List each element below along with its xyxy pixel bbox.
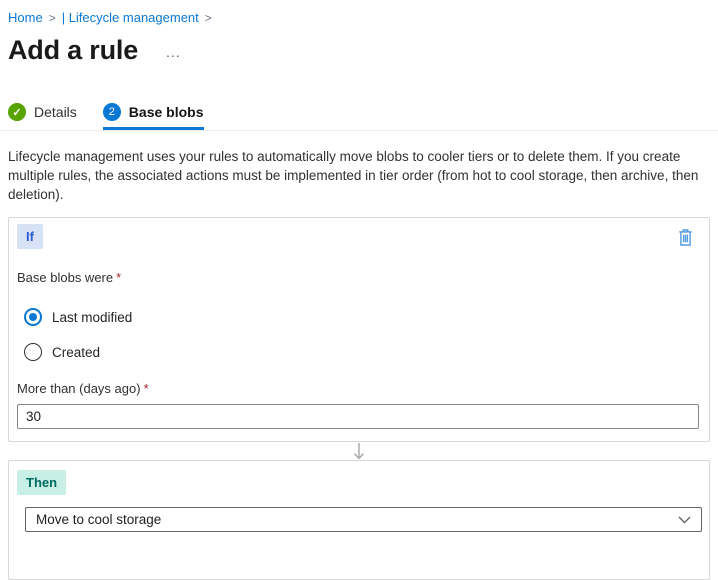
more-than-days-label: More than (days ago) *	[17, 381, 149, 396]
if-card-header	[17, 222, 697, 253]
breadcrumb-link-lifecycle-management[interactable]: | Lifecycle management	[61, 10, 199, 25]
arrow-down-icon	[352, 443, 366, 460]
delete-rule-button[interactable]	[674, 225, 697, 253]
flow-connector	[8, 442, 710, 460]
breadcrumb-separator: >	[48, 11, 56, 25]
tab-base-blobs-label: Base blobs	[128, 104, 204, 120]
required-asterisk: *	[143, 381, 149, 396]
radio-button-icon[interactable]	[24, 343, 42, 361]
page-title: Add a rule	[8, 35, 139, 65]
tab-base-blobs[interactable]	[103, 103, 204, 130]
step-number-badge: 2	[103, 103, 121, 121]
if-badge: If	[17, 224, 43, 249]
title-row	[8, 35, 710, 65]
radio-last-modified-label: Last modified	[52, 309, 133, 325]
base-blobs-were-label: Base blobs were *	[17, 270, 122, 285]
required-asterisk: *	[116, 270, 122, 285]
checkmark-icon: ✓	[8, 103, 26, 121]
wizard-tabs	[8, 103, 710, 130]
description-text: Lifecycle management uses your rules to automatically move blobs to cooler tiers or to delete them. If you create multiple rules, the associated actions must be implemented in tier order (from hot to cool storage, then archive, then deletion).	[8, 149, 699, 202]
breadcrumb	[8, 10, 710, 26]
tab-details[interactable]	[8, 103, 77, 130]
radio-created-label: Created	[52, 344, 101, 360]
radio-last-modified[interactable]	[24, 308, 697, 326]
breadcrumb-link-home[interactable]: Home	[8, 10, 43, 25]
then-badge: Then	[17, 470, 66, 495]
tab-details-label: Details	[34, 104, 77, 120]
tabs-divider	[0, 130, 718, 131]
days-input[interactable]	[17, 404, 699, 429]
action-dropdown-value: Move to cool storage	[36, 512, 162, 527]
if-card	[8, 217, 710, 442]
radio-created[interactable]	[24, 343, 697, 361]
more-options-button[interactable]: ...	[166, 44, 181, 60]
breadcrumb-separator: >	[204, 11, 212, 25]
radio-button-icon[interactable]	[24, 308, 42, 326]
trash-icon	[678, 229, 693, 246]
then-card	[8, 460, 710, 580]
